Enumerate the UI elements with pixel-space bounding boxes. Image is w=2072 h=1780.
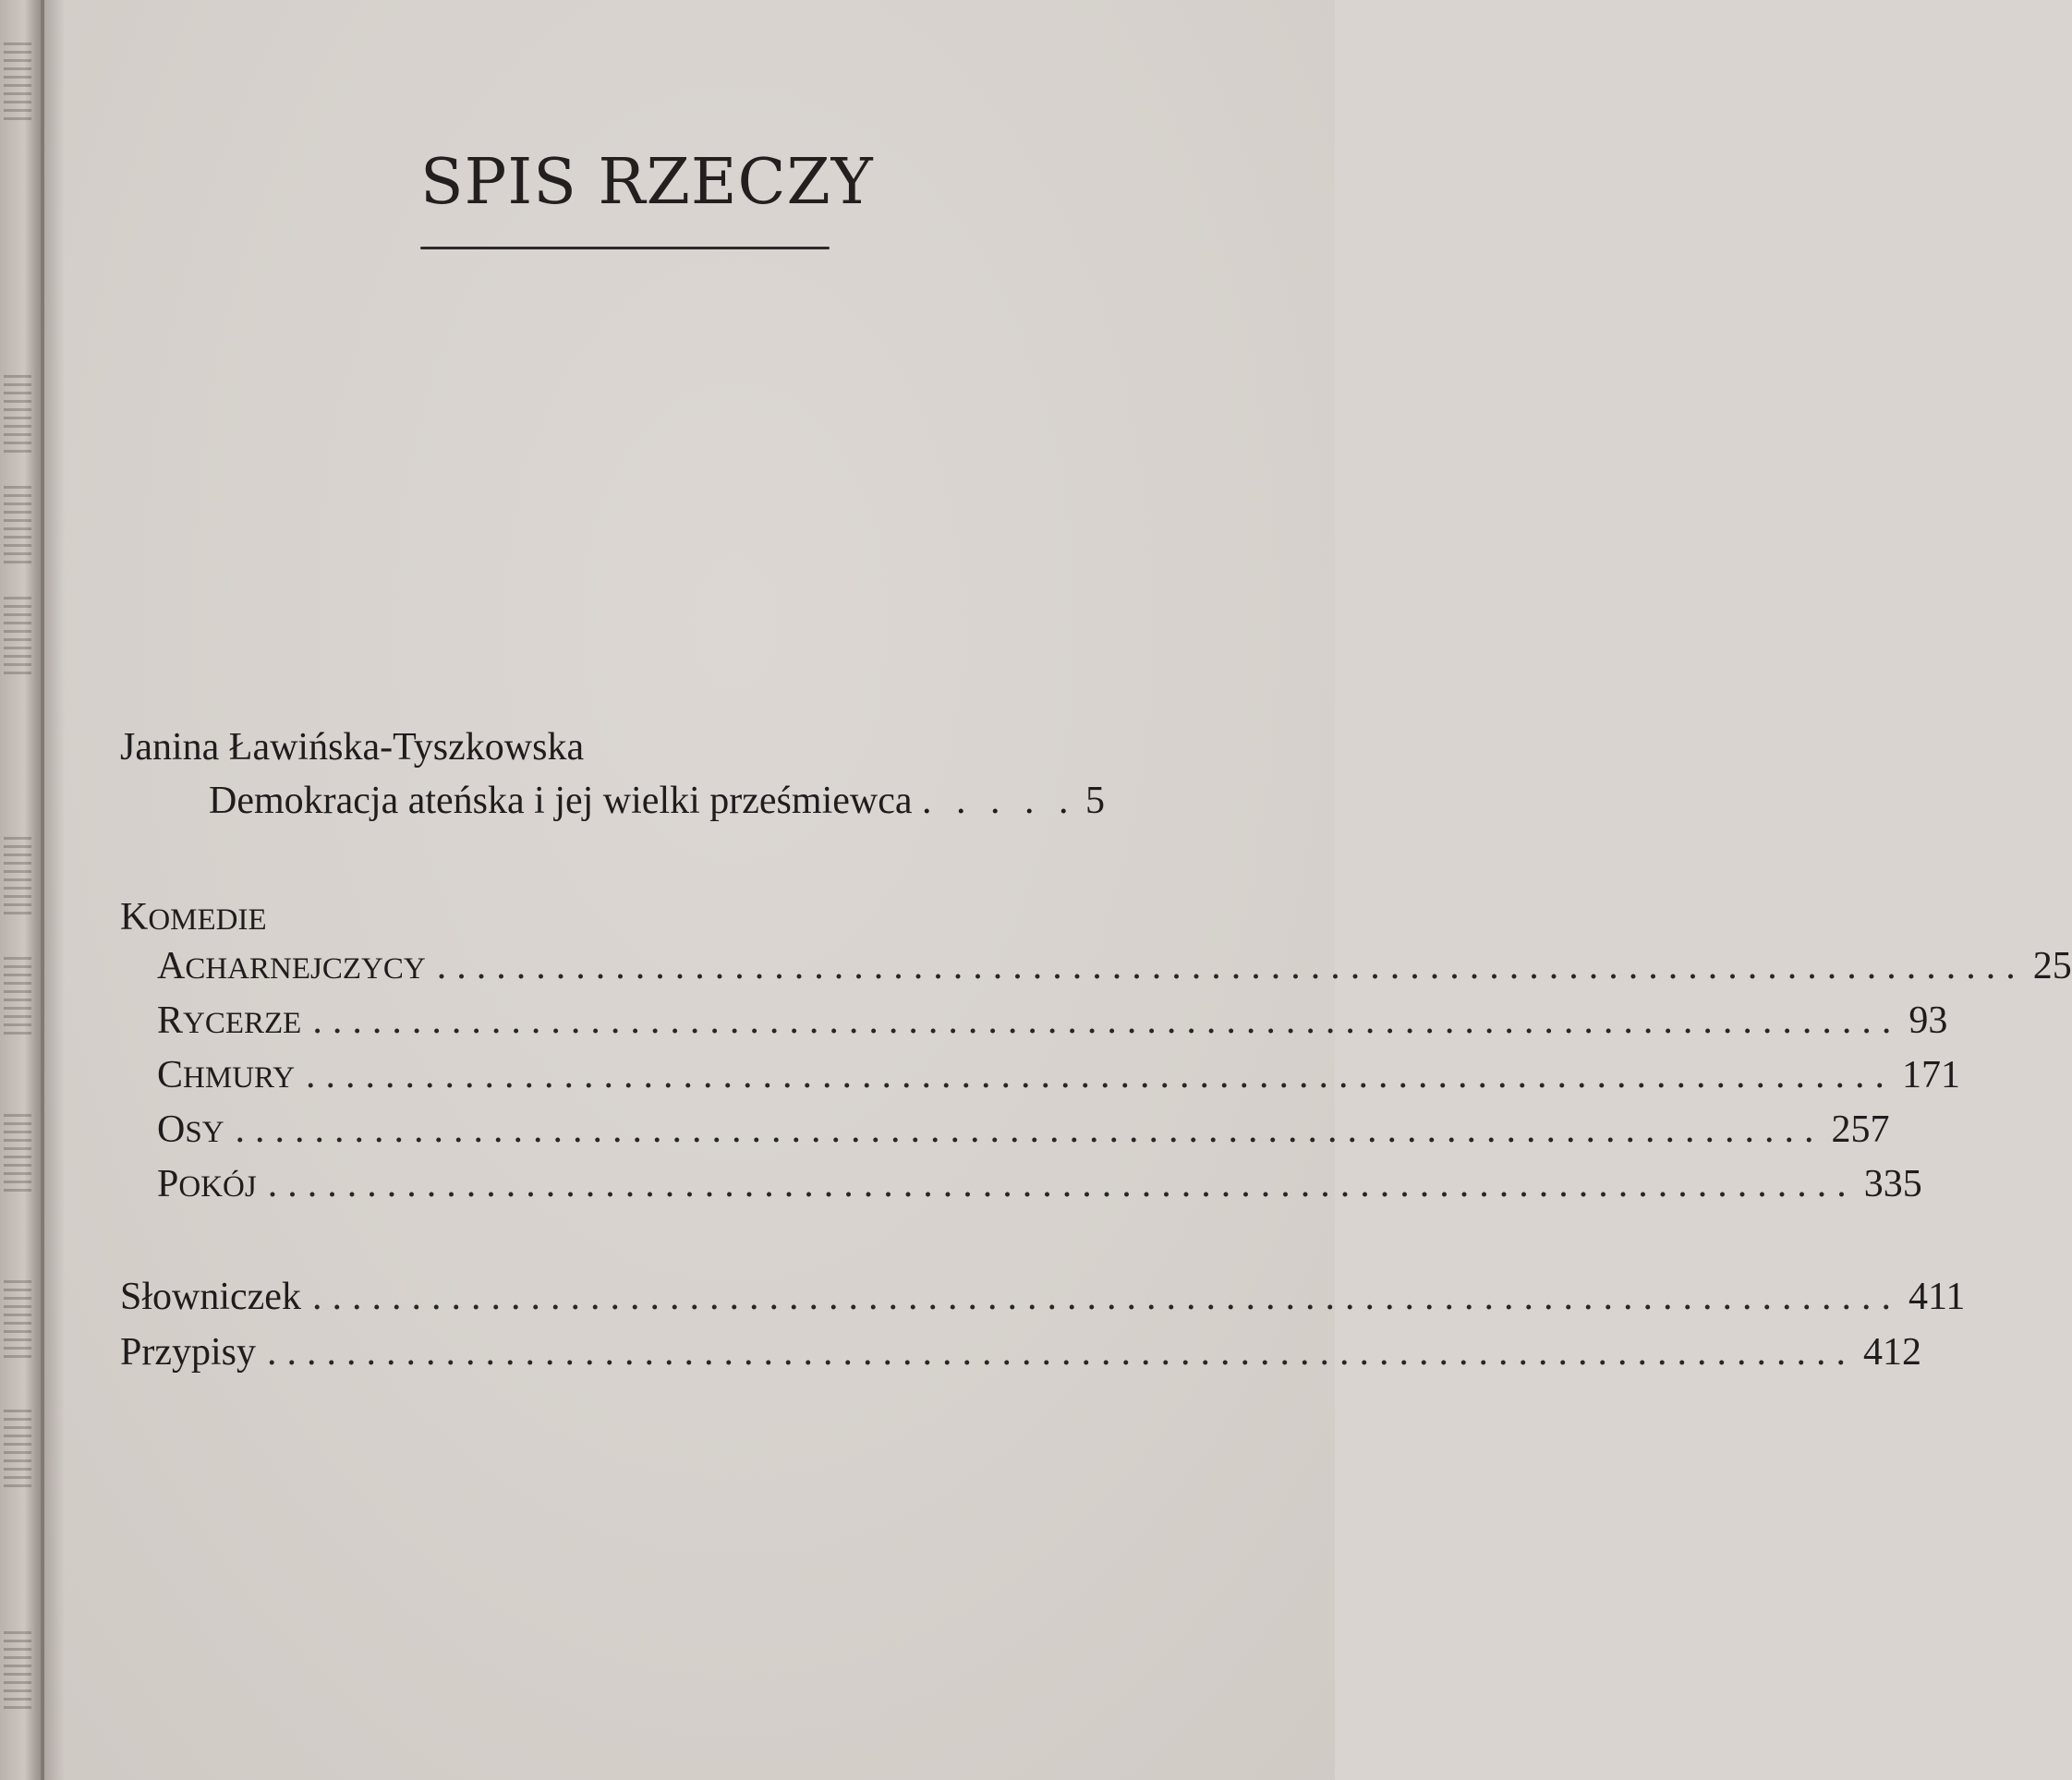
label-rest: YCERZE	[183, 1007, 302, 1040]
toc-entry-label	[157, 944, 426, 988]
toc-entry-osy	[157, 1108, 1890, 1151]
leader-dots: ................................................................................	[235, 1108, 1824, 1151]
leader-dots: ................................................................................	[436, 945, 2026, 987]
page-title: SPIS RZECZY	[420, 146, 874, 219]
gutter-shadow	[41, 0, 65, 1780]
toc-page-number: 257	[1831, 1108, 1890, 1151]
toc-page-number: 171	[1902, 1054, 1961, 1096]
label-initial: C	[157, 1054, 184, 1096]
section-heading-rest: OMEDIE	[148, 903, 267, 937]
label-initial: P	[157, 1163, 179, 1205]
label-rest: CHARNEJCZYCY	[185, 952, 426, 986]
toc-entry-label: Przypisy	[120, 1331, 256, 1374]
essay-title: Demokracja ateńska i jej wielki prześmiewca	[209, 780, 913, 822]
toc-entry-slowniczek	[120, 1275, 1966, 1318]
leader-dots: ................................................................................	[267, 1163, 1857, 1205]
toc-entry-rycerze	[157, 999, 1948, 1042]
label-rest: SY	[185, 1116, 224, 1149]
label-initial: R	[157, 999, 184, 1042]
toc-page-number: 335	[1863, 1163, 1922, 1205]
leader-dots: ................................................................................	[267, 1331, 1856, 1374]
label-rest: OKÓJ	[178, 1170, 257, 1204]
toc-entry-label	[157, 1162, 257, 1206]
toc-entry-acharnejczycy	[157, 944, 2072, 987]
toc-entry-label	[157, 999, 301, 1043]
toc-page-number: 25	[2032, 945, 2072, 987]
title-underline	[420, 247, 830, 249]
toc-page-number: 411	[1908, 1276, 1966, 1318]
intro-author: Janina Ławińska-Tyszkowska	[120, 726, 585, 769]
facing-page-edge	[0, 0, 44, 1780]
section-heading-initial: K	[120, 896, 149, 938]
label-initial: A	[157, 945, 186, 987]
essay-page-number: 5	[1085, 780, 1105, 822]
leader-dots: ................................................................................	[312, 999, 1902, 1042]
toc-entry-label	[157, 1108, 224, 1152]
essay-leader-dots: . . . . .	[922, 780, 1076, 822]
leader-dots: ................................................................................	[311, 1276, 1901, 1318]
toc-entry-label	[157, 1053, 295, 1097]
intro-essay	[209, 781, 1105, 820]
label-initial: O	[157, 1108, 186, 1151]
toc-page-number: 93	[1908, 999, 1948, 1042]
toc-entry-przypisy	[120, 1330, 1921, 1374]
toc-page-number: 412	[1863, 1331, 1921, 1374]
toc-entry-chmury	[157, 1053, 1961, 1096]
label-rest: HMURY	[183, 1061, 296, 1095]
section-heading-komedie	[120, 898, 267, 937]
toc-entry-label: Słowniczek	[120, 1276, 301, 1318]
toc-entry-pokoj	[157, 1162, 1922, 1205]
leader-dots: ................................................................................	[306, 1054, 1896, 1096]
